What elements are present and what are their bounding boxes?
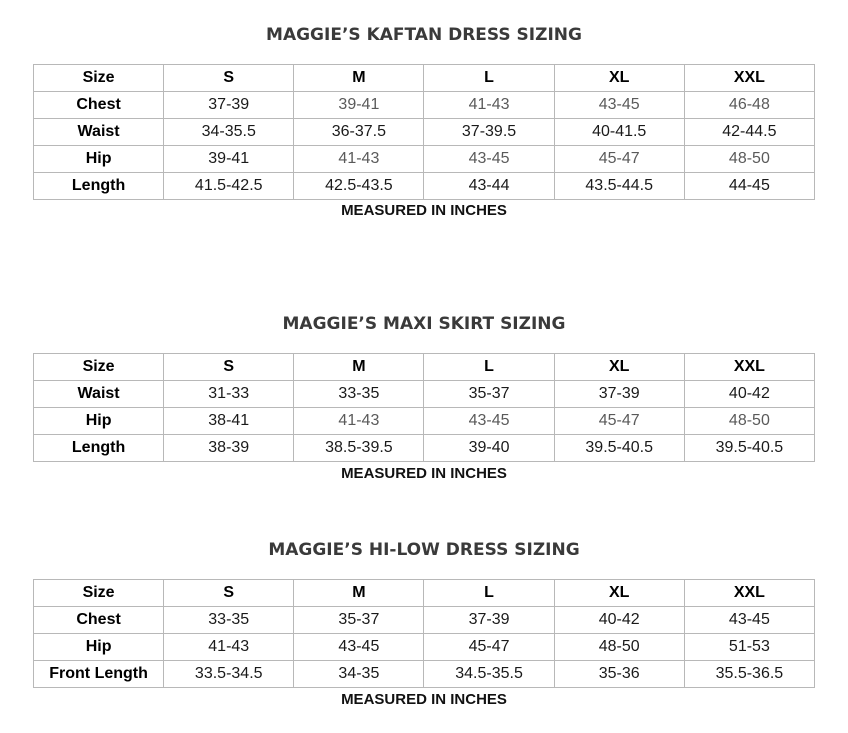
size-l-header: L: [424, 580, 554, 607]
maxi-skirt-title: MAGGIE’S MAXI SKIRT SIZING: [282, 314, 566, 334]
table-row: [34, 119, 815, 146]
table-cell: 35-36: [554, 661, 684, 688]
table-cell: 38-41: [164, 408, 294, 435]
table-row: [34, 173, 815, 200]
size-header: Size: [34, 580, 164, 607]
table-cell: 34-35.5: [164, 119, 294, 146]
table-cell: 40-41.5: [554, 119, 684, 146]
size-l-header: L: [424, 65, 554, 92]
table-cell: 38.5-39.5: [294, 435, 424, 462]
table-cell: 39-40: [424, 435, 554, 462]
size-header: Size: [34, 354, 164, 381]
kaftan-dress-size-table: [33, 64, 815, 200]
table-cell: 48-50: [684, 146, 814, 173]
size-m-header: M: [294, 580, 424, 607]
table-cell: 45-47: [554, 146, 684, 173]
hi-low-dress-title: MAGGIE’S HI-LOW DRESS SIZING: [268, 540, 580, 560]
table-row: [34, 634, 815, 661]
row-label: Chest: [34, 92, 164, 119]
table-row: [34, 146, 815, 173]
size-xxl-header: XXL: [684, 354, 814, 381]
size-xl-header: XL: [554, 354, 684, 381]
table-cell: 33-35: [164, 607, 294, 634]
table-cell: 43-45: [684, 607, 814, 634]
table-cell: 33.5-34.5: [164, 661, 294, 688]
row-label: Length: [34, 435, 164, 462]
table-cell: 48-50: [684, 408, 814, 435]
table-cell: 48-50: [554, 634, 684, 661]
size-xl-header: XL: [554, 580, 684, 607]
table-cell: 45-47: [424, 634, 554, 661]
table-row: [34, 408, 815, 435]
table-row: [34, 661, 815, 688]
size-xl-header: XL: [554, 65, 684, 92]
table-cell: 37-39: [424, 607, 554, 634]
table-cell: 44-45: [684, 173, 814, 200]
table-cell: 46-48: [684, 92, 814, 119]
table-cell: 41.5-42.5: [164, 173, 294, 200]
table-cell: 35.5-36.5: [684, 661, 814, 688]
size-header: Size: [34, 65, 164, 92]
table-cell: 45-47: [554, 408, 684, 435]
table-cell: 36-37.5: [294, 119, 424, 146]
table-row: [34, 435, 815, 462]
table-cell: 37-39.5: [424, 119, 554, 146]
size-s-header: S: [164, 580, 294, 607]
row-label: Hip: [34, 408, 164, 435]
table-cell: 31-33: [164, 381, 294, 408]
table-cell: 42-44.5: [684, 119, 814, 146]
hi-low-dress-size-table: [33, 579, 815, 688]
table-header-row: [34, 65, 815, 92]
size-s-header: S: [164, 354, 294, 381]
row-label: Chest: [34, 607, 164, 634]
size-xxl-header: XXL: [684, 65, 814, 92]
table-header-row: [34, 354, 815, 381]
table-cell: 40-42: [554, 607, 684, 634]
row-label: Front Length: [34, 661, 164, 688]
table-cell: 41-43: [164, 634, 294, 661]
kaftan-dress-title: MAGGIE’S KAFTAN DRESS SIZING: [266, 25, 582, 45]
table-cell: 34-35: [294, 661, 424, 688]
table-cell: 43-45: [554, 92, 684, 119]
table-cell: 35-37: [424, 381, 554, 408]
table-row: [34, 607, 815, 634]
maxi-skirt-size-table: [33, 353, 815, 462]
measurement-unit-note: MEASURED IN INCHES: [341, 202, 507, 219]
table-cell: 43-45: [294, 634, 424, 661]
table-cell: 39.5-40.5: [554, 435, 684, 462]
table-cell: 41-43: [294, 146, 424, 173]
table-cell: 41-43: [424, 92, 554, 119]
table-cell: 37-39: [554, 381, 684, 408]
table-cell: 43-45: [424, 146, 554, 173]
row-label: Waist: [34, 381, 164, 408]
table-cell: 38-39: [164, 435, 294, 462]
measurement-unit-note: MEASURED IN INCHES: [341, 691, 507, 708]
table-cell: 39-41: [294, 92, 424, 119]
size-m-header: M: [294, 354, 424, 381]
table-cell: 41-43: [294, 408, 424, 435]
row-label: Hip: [34, 146, 164, 173]
measurement-unit-note: MEASURED IN INCHES: [341, 465, 507, 482]
table-cell: 37-39: [164, 92, 294, 119]
size-l-header: L: [424, 354, 554, 381]
table-row: [34, 92, 815, 119]
table-cell: 42.5-43.5: [294, 173, 424, 200]
table-cell: 39-41: [164, 146, 294, 173]
table-row: [34, 381, 815, 408]
table-cell: 51-53: [684, 634, 814, 661]
table-cell: 43.5-44.5: [554, 173, 684, 200]
table-cell: 43-44: [424, 173, 554, 200]
size-s-header: S: [164, 65, 294, 92]
row-label: Length: [34, 173, 164, 200]
row-label: Hip: [34, 634, 164, 661]
size-m-header: M: [294, 65, 424, 92]
table-cell: 33-35: [294, 381, 424, 408]
row-label: Waist: [34, 119, 164, 146]
table-cell: 34.5-35.5: [424, 661, 554, 688]
table-cell: 39.5-40.5: [684, 435, 814, 462]
size-xxl-header: XXL: [684, 580, 814, 607]
table-cell: 43-45: [424, 408, 554, 435]
table-cell: 35-37: [294, 607, 424, 634]
table-cell: 40-42: [684, 381, 814, 408]
table-header-row: [34, 580, 815, 607]
